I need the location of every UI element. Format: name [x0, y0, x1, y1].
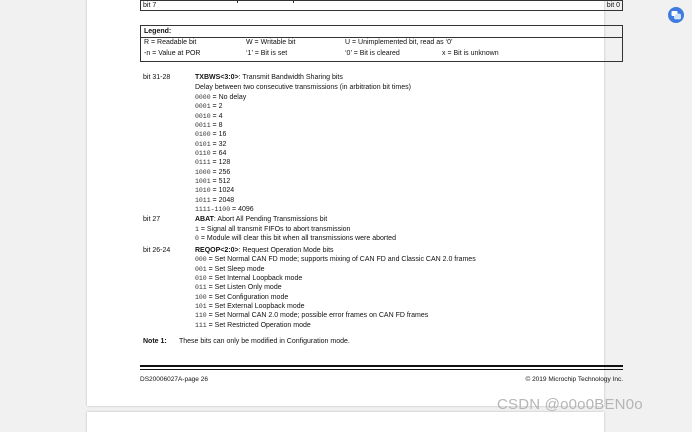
- value-row: 0100 = 16: [195, 131, 227, 138]
- note-label: Note 1:: [143, 338, 167, 345]
- value-row: 011 = Set Listen Only mode: [195, 284, 282, 291]
- value-row: 0010 = 4: [195, 113, 223, 120]
- legend-bit-set: ‘1’ = Bit is set: [246, 50, 288, 57]
- value-row: 0110 = 64: [195, 150, 227, 157]
- value-row: 0000 = No delay: [195, 94, 247, 101]
- next-document-page: [87, 412, 604, 432]
- value-row: 0001 = 2: [195, 103, 223, 110]
- register-bit-right-label: bit 0: [606, 2, 620, 9]
- footer-rule-thin: [140, 369, 623, 370]
- legend-por: -n = Value at POR: [144, 50, 201, 57]
- value-row: 1000 = 256: [195, 169, 231, 176]
- value-row: 0111 = 128: [195, 159, 231, 166]
- legend-readable: R = Readable bit: [144, 39, 197, 46]
- field-subdesc-txbws: Delay between two consecutive transmissions (in arbitration bit times): [195, 84, 411, 91]
- value-row: 1011 = 2048: [195, 197, 235, 204]
- value-row: 110 = Set Normal CAN 2.0 mode; possible error frames on CAN FD frames: [195, 312, 429, 319]
- legend-bit-cleared: ‘0’ = Bit is cleared: [345, 50, 400, 57]
- value-row: 1001 = 512: [195, 178, 231, 185]
- value-row: 0101 = 32: [195, 141, 227, 148]
- legend-unimplemented: U = Unimplemented bit, read as ‘0’: [345, 39, 453, 46]
- legend-bit-unknown: x = Bit is unknown: [442, 50, 499, 57]
- field-title-txbws: TXBWS<3:0>: Transmit Bandwidth Sharing bits: [195, 74, 343, 81]
- value-row: 1111-1100 = 4096: [195, 206, 254, 213]
- register-bit-table: [140, 0, 623, 11]
- value-row: 0011 = 8: [195, 122, 223, 129]
- register-bit-left-label: bit 7: [143, 2, 157, 9]
- field-bits-txbws: bit 31-28: [143, 74, 171, 81]
- document-page: bit 7 bit 0 Legend: R = Readable bit W = Writable bit U = Unimplemented bit, read as ‘0’ -n = Value at POR ‘1’ = Bit is set ‘0’ = Bit is cleared x = Bit is unknown bit 31-28 TXBWS<3:0>: Transmit Bandwidth Sharing bits Delay between two consecutive transmissions (in arbitration bit times) 0000 = No delay 0001 = 2 0010 = 4 0011 = 8 0100 = 16 0101 = 32 0110 = 64 0111 = 128 1000 = 256 1001 = 512 1010 = 1024 1011 = 2048 1111-1100 = 4096 bit 27 ABAT: Abort All Pending Transmissions bit 1 = Signal all transmit FIFOs to abort transmission 0 = Module will clear this bit when all transmissions were aborted bit 26-24 REQOP<2:0>: Request Operation Mode bits 000 = Set Normal CAN FD mode; supports mixing of CAN FD and Classic CAN 2.0 frames 001 = Set Sleep mode 010 = Set Internal Loopback mode 011 = Set Listen Only mode 100 = Set Configuration mode 101 = Set External Loopback mode 110 = Set Normal CAN 2.0 mode; possible error frames on CAN FD frames 111 = Set Restricted Operation mode Note 1: These bits can only be modified in Configuration mode. DS20006027A-page 26 © 2019 Microchip Technology Inc.: [87, 0, 604, 406]
- value-row: 100 = Set Configuration mode: [195, 294, 289, 301]
- footer-rule-thick: [140, 365, 623, 367]
- watermark-text: CSDN @o0o0BEN0o: [497, 396, 643, 413]
- field-title-abat: ABAT: Abort All Pending Transmissions bit: [195, 216, 328, 223]
- field-title-reqop: REQOP<2:0>: Request Operation Mode bits: [195, 247, 334, 254]
- value-row: 101 = Set External Loopback mode: [195, 303, 305, 310]
- legend-box: [140, 25, 623, 62]
- value-row: 000 = Set Normal CAN FD mode; supports mixing of CAN FD and Classic CAN 2.0 frames: [195, 256, 476, 263]
- field-bits-reqop: bit 26-24: [143, 247, 171, 254]
- value-row: 010 = Set Internal Loopback mode: [195, 275, 303, 282]
- value-row: 1010 = 1024: [195, 187, 235, 194]
- footer-page-label: DS20006027A-page 26: [140, 376, 208, 383]
- value-row: 111 = Set Restricted Operation mode: [195, 322, 311, 329]
- value-row: 1 = Signal all transmit FIFOs to abort transmission: [195, 226, 351, 233]
- value-row: 001 = Set Sleep mode: [195, 266, 265, 273]
- value-row: 0 = Module will clear this bit when all transmissions were aborted: [195, 235, 396, 242]
- legend-writable: W = Writable bit: [246, 39, 296, 46]
- legend-title: Legend:: [144, 28, 172, 35]
- field-bits-abat: bit 27: [143, 216, 161, 223]
- translate-icon: [671, 10, 681, 20]
- note-text: These bits can only be modified in Configuration mode.: [179, 338, 350, 345]
- translate-button[interactable]: [668, 7, 684, 23]
